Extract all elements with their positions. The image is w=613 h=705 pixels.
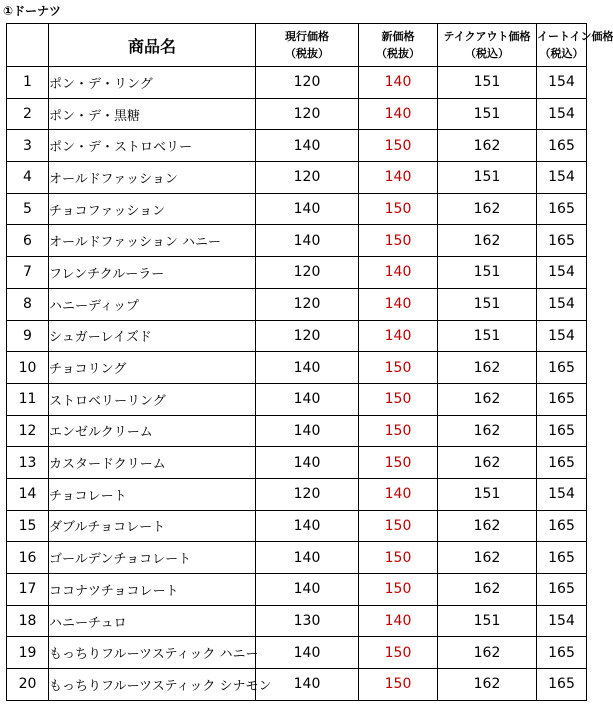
- table-row: [7, 637, 587, 669]
- cell-takeout-price: 151: [438, 257, 537, 289]
- cell-product-name: チョコレート: [49, 478, 256, 510]
- cell-current-price: 140: [256, 415, 359, 447]
- cell-new-price: 150: [359, 542, 438, 574]
- cell-new-price: 140: [359, 320, 438, 352]
- price-table: [6, 23, 613, 701]
- cell-eatin-price: 154: [537, 257, 587, 289]
- cell-new-price: 140: [359, 288, 438, 320]
- cell-new-price: 150: [359, 510, 438, 542]
- table-row: [7, 225, 587, 257]
- cell-product-name: ポン・デ・ストロベリー: [49, 130, 256, 162]
- cell-number: 10: [7, 352, 49, 384]
- cell-eatin-price: 154: [537, 478, 587, 510]
- cell-takeout-price: 162: [438, 415, 537, 447]
- cell-product-name: ハニーチュロ: [49, 605, 256, 637]
- header-new-price-line1: 新価格: [381, 30, 415, 43]
- cell-product-name: チョコリング: [49, 352, 256, 384]
- cell-product-name: オールドファッション: [49, 162, 256, 194]
- header-number: [7, 24, 49, 67]
- cell-number: 16: [7, 542, 49, 574]
- cell-takeout-price: 151: [438, 162, 537, 194]
- table-row: [7, 447, 587, 479]
- cell-number: 8: [7, 288, 49, 320]
- cell-eatin-price: 165: [537, 225, 587, 257]
- cell-product-name: シュガーレイズド: [49, 320, 256, 352]
- table-row: [7, 288, 587, 320]
- cell-current-price: 140: [256, 383, 359, 415]
- cell-new-price: 140: [359, 257, 438, 289]
- table-row: [7, 352, 587, 384]
- cell-eatin-price: 165: [537, 193, 587, 225]
- cell-takeout-price: 151: [438, 320, 537, 352]
- header-takeout-price: [438, 24, 537, 67]
- section-title: ①ドーナツ: [3, 4, 62, 18]
- header-new-price-line2: （税抜）: [376, 47, 420, 60]
- header-eatin-price-line1: イートイン価格: [537, 30, 613, 43]
- cell-new-price: 150: [359, 193, 438, 225]
- cell-takeout-price: 151: [438, 478, 537, 510]
- cell-eatin-price: 154: [537, 288, 587, 320]
- table-row: [7, 605, 587, 637]
- cell-current-price: 130: [256, 605, 359, 637]
- cell-product-name: ゴールデンチョコレート: [49, 542, 256, 574]
- cell-current-price: 140: [256, 225, 359, 257]
- cell-new-price: 150: [359, 415, 438, 447]
- cell-takeout-price: 162: [438, 352, 537, 384]
- cell-product-name: チョコファッション: [49, 193, 256, 225]
- cell-number: 2: [7, 98, 49, 130]
- cell-current-price: 140: [256, 542, 359, 574]
- table-row: [7, 574, 587, 606]
- cell-takeout-price: 151: [438, 288, 537, 320]
- cell-takeout-price: 162: [438, 225, 537, 257]
- cell-number: 20: [7, 669, 49, 701]
- cell-product-name: ポン・デ・黒糖: [49, 98, 256, 130]
- cell-new-price: 140: [359, 67, 438, 99]
- cell-current-price: 120: [256, 162, 359, 194]
- header-row: [7, 24, 587, 67]
- table-row: [7, 415, 587, 447]
- cell-current-price: 140: [256, 669, 359, 701]
- cell-takeout-price: 162: [438, 637, 537, 669]
- cell-current-price: 140: [256, 193, 359, 225]
- cell-eatin-price: 165: [537, 447, 587, 479]
- cell-eatin-price: 154: [537, 67, 587, 99]
- table-row: [7, 257, 587, 289]
- cell-eatin-price: 154: [537, 98, 587, 130]
- cell-takeout-price: 162: [438, 130, 537, 162]
- cell-takeout-price: 162: [438, 193, 537, 225]
- cell-new-price: 150: [359, 383, 438, 415]
- header-takeout-price-line1: テイクアウト価格: [443, 30, 531, 43]
- cell-takeout-price: 162: [438, 669, 537, 701]
- cell-number: 3: [7, 130, 49, 162]
- cell-product-name: ダブルチョコレート: [49, 510, 256, 542]
- cell-number: 13: [7, 447, 49, 479]
- table-row: [7, 98, 587, 130]
- cell-new-price: 150: [359, 574, 438, 606]
- cell-current-price: 120: [256, 257, 359, 289]
- cell-number: 17: [7, 574, 49, 606]
- cell-eatin-price: 165: [537, 542, 587, 574]
- table-row: [7, 383, 587, 415]
- cell-new-price: 150: [359, 669, 438, 701]
- header-current-price: [256, 24, 359, 67]
- cell-eatin-price: 165: [537, 383, 587, 415]
- cell-current-price: 120: [256, 67, 359, 99]
- cell-product-name: もっちりフルーツスティック ハニー: [49, 637, 256, 669]
- cell-current-price: 140: [256, 352, 359, 384]
- header-product-name: 商品名: [49, 24, 256, 67]
- header-new-price: [359, 24, 438, 67]
- cell-new-price: 140: [359, 605, 438, 637]
- cell-takeout-price: 151: [438, 67, 537, 99]
- table-body: [7, 67, 587, 701]
- cell-new-price: 140: [359, 162, 438, 194]
- cell-takeout-price: 162: [438, 542, 537, 574]
- cell-eatin-price: 154: [537, 162, 587, 194]
- cell-number: 19: [7, 637, 49, 669]
- cell-number: 18: [7, 605, 49, 637]
- cell-eatin-price: 165: [537, 415, 587, 447]
- cell-eatin-price: 165: [537, 130, 587, 162]
- cell-product-name: もっちりフルーツスティック シナモン: [49, 669, 256, 701]
- cell-eatin-price: 165: [537, 637, 587, 669]
- cell-eatin-price: 165: [537, 669, 587, 701]
- cell-eatin-price: 154: [537, 320, 587, 352]
- cell-product-name: ハニーディップ: [49, 288, 256, 320]
- cell-new-price: 150: [359, 447, 438, 479]
- cell-takeout-price: 151: [438, 605, 537, 637]
- table-row: [7, 193, 587, 225]
- table-row: [7, 162, 587, 194]
- cell-number: 6: [7, 225, 49, 257]
- cell-takeout-price: 162: [438, 510, 537, 542]
- cell-eatin-price: 165: [537, 352, 587, 384]
- cell-number: 11: [7, 383, 49, 415]
- cell-product-name: オールドファッション ハニー: [49, 225, 256, 257]
- cell-number: 9: [7, 320, 49, 352]
- cell-current-price: 140: [256, 447, 359, 479]
- table-row: [7, 67, 587, 99]
- cell-takeout-price: 162: [438, 383, 537, 415]
- cell-product-name: ココナツチョコレート: [49, 574, 256, 606]
- cell-eatin-price: 165: [537, 510, 587, 542]
- cell-current-price: 120: [256, 98, 359, 130]
- cell-current-price: 140: [256, 574, 359, 606]
- table-row: [7, 510, 587, 542]
- table-row: [7, 542, 587, 574]
- cell-number: 12: [7, 415, 49, 447]
- cell-takeout-price: 162: [438, 447, 537, 479]
- header-current-price-line1: 現行価格: [285, 30, 329, 43]
- cell-current-price: 120: [256, 478, 359, 510]
- table-row: [7, 320, 587, 352]
- cell-current-price: 140: [256, 130, 359, 162]
- header-current-price-line2: （税抜）: [285, 47, 329, 60]
- header-eatin-price-line2: （税込）: [539, 47, 584, 60]
- cell-product-name: ポン・デ・リング: [49, 67, 256, 99]
- cell-number: 5: [7, 193, 49, 225]
- cell-number: 1: [7, 67, 49, 99]
- cell-product-name: カスタードクリーム: [49, 447, 256, 479]
- cell-eatin-price: 165: [537, 574, 587, 606]
- header-takeout-price-line2: （税込）: [465, 47, 509, 60]
- cell-new-price: 150: [359, 130, 438, 162]
- cell-product-name: ストロベリーリング: [49, 383, 256, 415]
- cell-product-name: エンゼルクリーム: [49, 415, 256, 447]
- table-row: [7, 669, 587, 701]
- cell-number: 7: [7, 257, 49, 289]
- cell-number: 15: [7, 510, 49, 542]
- cell-new-price: 150: [359, 352, 438, 384]
- cell-product-name: フレンチクルーラー: [49, 257, 256, 289]
- table-row: [7, 478, 587, 510]
- cell-new-price: 140: [359, 478, 438, 510]
- cell-number: 14: [7, 478, 49, 510]
- cell-number: 4: [7, 162, 49, 194]
- cell-new-price: 140: [359, 98, 438, 130]
- cell-takeout-price: 151: [438, 98, 537, 130]
- header-eatin-price: [537, 24, 613, 67]
- cell-new-price: 150: [359, 637, 438, 669]
- table-row: [7, 130, 587, 162]
- cell-new-price: 150: [359, 225, 438, 257]
- cell-current-price: 140: [256, 637, 359, 669]
- cell-current-price: 140: [256, 510, 359, 542]
- cell-takeout-price: 162: [438, 574, 537, 606]
- cell-current-price: 120: [256, 320, 359, 352]
- cell-eatin-price: 154: [537, 605, 587, 637]
- cell-current-price: 120: [256, 288, 359, 320]
